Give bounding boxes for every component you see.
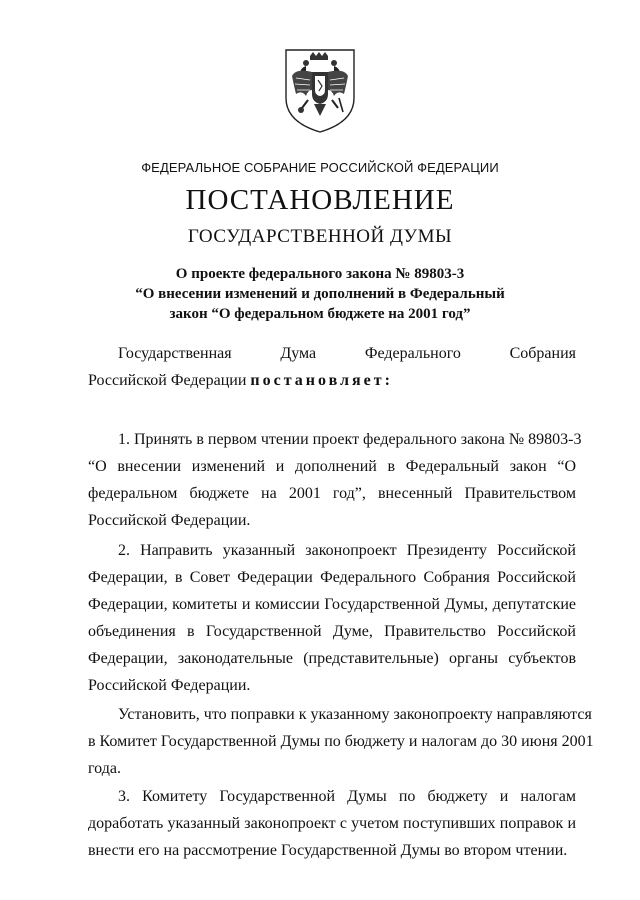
paragraph-line: Установить, что поправки к указанному законопроекту направляются (118, 706, 592, 723)
double-headed-eagle-icon (282, 46, 358, 134)
paragraph-2 (88, 537, 576, 699)
coat-of-arms-icon (282, 46, 358, 134)
paragraph-line: федеральном бюджете на 2001 год”, внесенный Правительством (88, 485, 576, 502)
subject-line: закон “О федеральном бюджете на 2001 год” (169, 306, 471, 322)
document-subject (0, 264, 640, 324)
paragraph-line: “О внесении изменений и дополнений в Федеральный закон “О (88, 458, 576, 475)
preamble (88, 340, 576, 394)
paragraph-line: внести его на рассмотрение Государственной Думы во втором чтении. (88, 842, 568, 859)
paragraph-line: доработать указанный законопроект с учетом поступивших поправок и (88, 815, 576, 832)
paragraph-line: Российской Федерации. (88, 512, 251, 529)
paragraph-1 (88, 426, 582, 534)
paragraph-4 (88, 783, 576, 864)
paragraph-line: в Комитет Государственной Думы по бюджету и налогам до 30 июня 2001 (88, 733, 594, 750)
paragraph-line: Федерации, законодательные (представительные) органы субъектов (88, 650, 576, 667)
paragraph-line: года. (88, 760, 121, 777)
resolves-word: постановляет: (250, 372, 393, 389)
paragraph-line: Российской Федерации. (88, 677, 251, 694)
document-type-title: ПОСТАНОВЛЕНИЕ (185, 184, 455, 216)
paragraph-3 (88, 701, 594, 782)
preamble-line: Государственная Дума Федерального Собрания (118, 345, 576, 362)
subject-line: О проекте федерального закона № 89803-3 (175, 266, 465, 282)
preamble-line (88, 367, 576, 394)
preamble-text: Российской Федерации (88, 372, 251, 389)
paragraph-line: Федерации, в Совет Федерации Федерального Собрания Российской (88, 569, 576, 586)
subject-line: “О внесении изменений и дополнений в Федеральный (135, 286, 505, 302)
paragraph-line: объединения в Государственной Думе, Правительство Российской (88, 623, 576, 640)
paragraph-line: 3. Комитету Государственной Думы по бюджету и налогам (118, 788, 576, 805)
paragraph-line: Федерации, комитеты и комиссии Государственной Думы, депутатские (88, 596, 576, 613)
parliament-name: ФЕДЕРАЛЬНОЕ СОБРАНИЕ РОССИЙСКОЙ ФЕДЕРАЦИИ (141, 160, 499, 175)
paragraph-line: 2. Направить указанный законопроект Президенту Российской (118, 542, 576, 559)
paragraph-line: 1. Принять в первом чтении проект федерального закона № 89803-3 (118, 431, 582, 448)
issuing-body: ГОСУДАРСТВЕННОЙ ДУМЫ (187, 226, 453, 247)
